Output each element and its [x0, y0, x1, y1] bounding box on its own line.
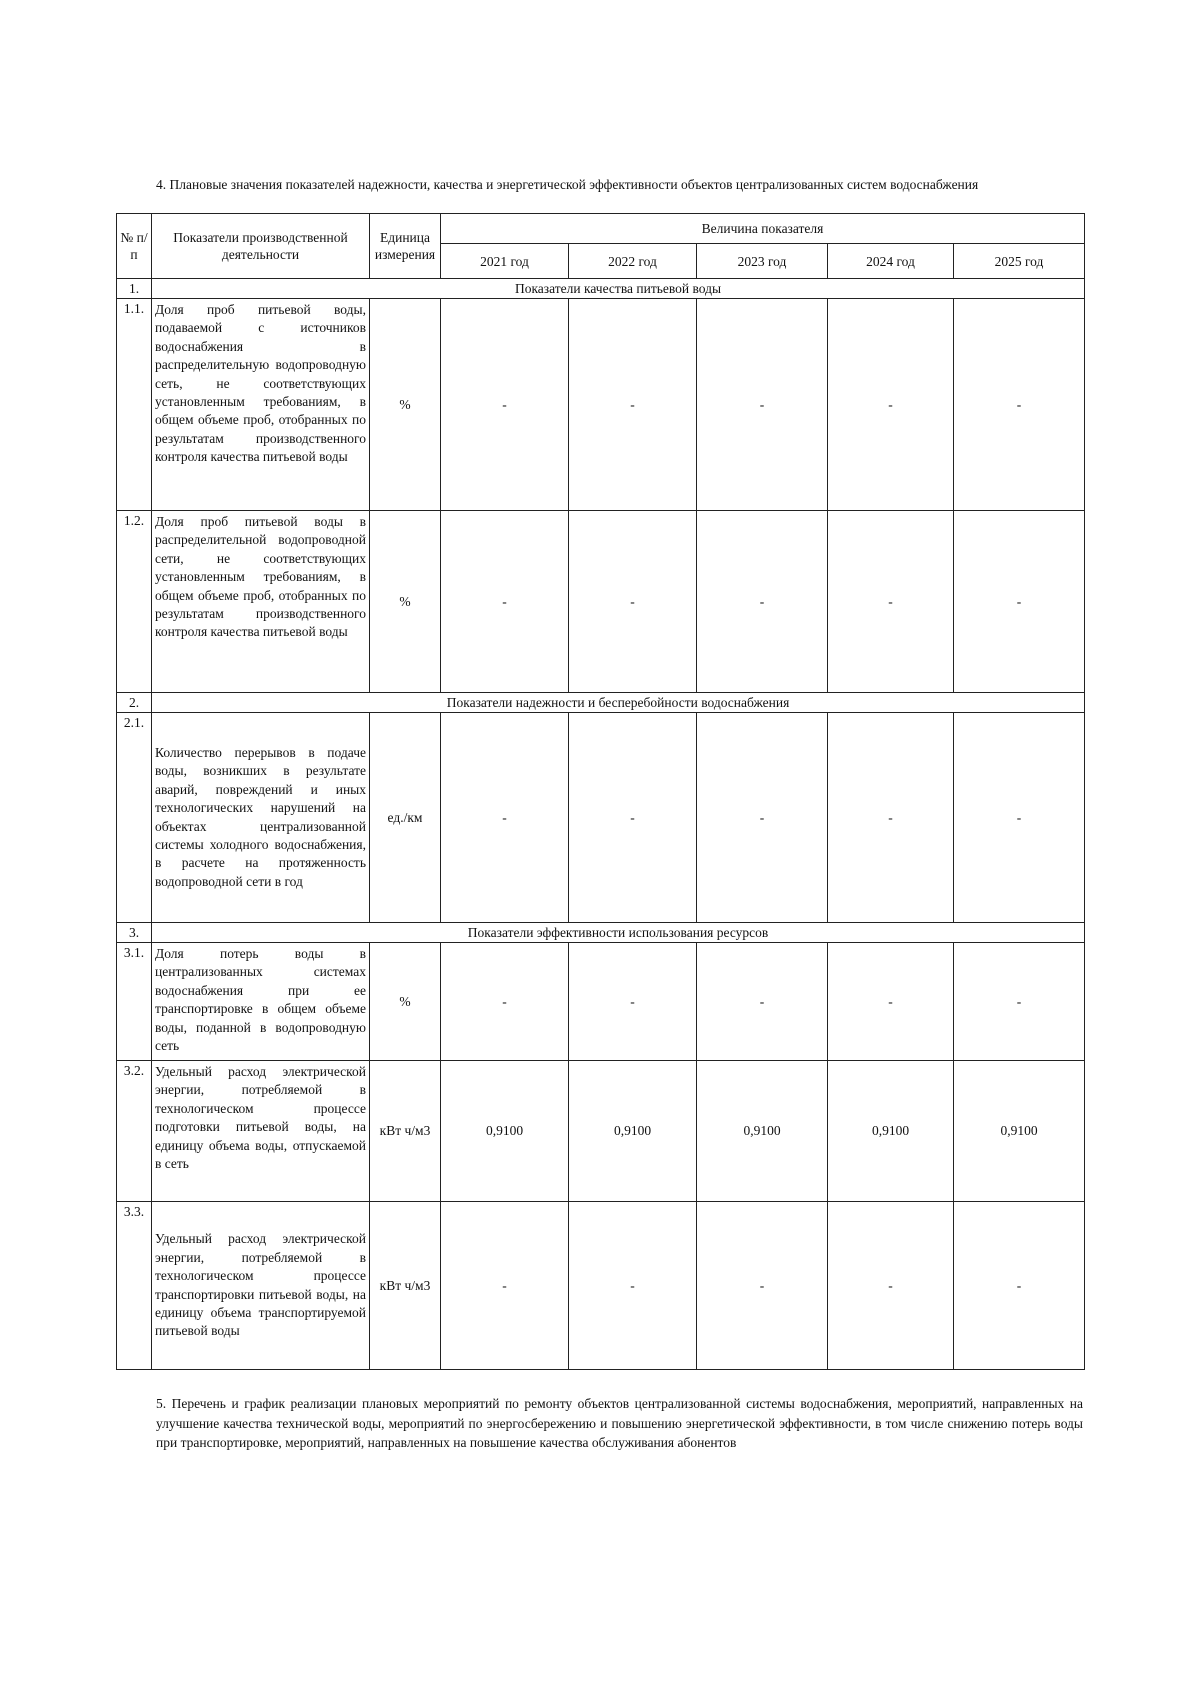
indicator-value: - — [441, 943, 569, 1061]
indicator-value: - — [441, 299, 569, 511]
indicator-value: - — [954, 511, 1085, 693]
indicator-value: - — [697, 943, 828, 1061]
indicator-value: - — [828, 943, 954, 1061]
indicator-value: 0,9100 — [828, 1061, 954, 1202]
indicator-description: Доля потерь воды в централизованных системах водоснабжения при ее транспортировке в общем объеме воды, поданной в водопроводную сеть — [152, 943, 370, 1061]
indicator-value: 0,9100 — [697, 1061, 828, 1202]
indicator-value: - — [697, 511, 828, 693]
indicator-value: - — [954, 713, 1085, 923]
section-title: Показатели надежности и бесперебойности водоснабжения — [152, 693, 1085, 713]
row-number: 3.3. — [117, 1202, 152, 1370]
row-number: 3.2. — [117, 1061, 152, 1202]
indicator-value: - — [569, 1202, 697, 1370]
indicator-value: - — [697, 299, 828, 511]
indicator-value: - — [569, 511, 697, 693]
indicator-unit: % — [370, 943, 441, 1061]
section-4-heading: 4. Плановые значения показателей надежности, качества и энергетической эффективности объектов централизованных систем водоснабжения — [156, 177, 979, 192]
section-number: 1. — [117, 279, 152, 299]
section-number: 2. — [117, 693, 152, 713]
indicator-value: - — [569, 299, 697, 511]
indicator-unit: % — [370, 511, 441, 693]
section-row — [117, 693, 1085, 713]
indicator-description: Доля проб питьевой воды в распределительной водопроводной сети, не соответствующих установленным требованиям, в общем объеме проб, отобранных по результатам производственного контроля качества питьевой воды — [152, 511, 370, 693]
table-row — [117, 713, 1085, 923]
indicator-value: - — [441, 713, 569, 923]
indicator-unit: кВт ч/м3 — [370, 1202, 441, 1370]
indicator-unit: % — [370, 299, 441, 511]
row-number: 3.1. — [117, 943, 152, 1061]
indicator-description: Удельный расход электрической энергии, потребляемой в технологическом процессе подготовки питьевой воды, на единицу объема воды, отпускаемой в сеть — [152, 1061, 370, 1202]
indicator-description: Удельный расход электрической энергии, потребляемой в технологическом процессе транспортировки питьевой воды, на единицу объема транспортируемой питьевой воды — [152, 1202, 370, 1370]
indicators-table — [116, 213, 1085, 1370]
indicator-value: - — [697, 713, 828, 923]
table-row — [117, 1061, 1085, 1202]
indicator-unit: кВт ч/м3 — [370, 1061, 441, 1202]
indicator-value: - — [828, 511, 954, 693]
indicator-description: Доля проб питьевой воды, подаваемой с источников водоснабжения в распределительную водопроводную сеть, не соответствующих установленным требованиям, в общем объеме проб, отобранных по результатам производственного контроля качества питьевой воды — [152, 299, 370, 511]
indicator-value: 0,9100 — [954, 1061, 1085, 1202]
section-number: 3. — [117, 923, 152, 943]
header-year: 2022 год — [569, 244, 697, 279]
indicator-value: - — [954, 299, 1085, 511]
indicator-value: - — [569, 713, 697, 923]
table-row — [117, 1202, 1085, 1370]
section-title: Показатели эффективности использования ресурсов — [152, 923, 1085, 943]
section-5-heading: 5. Перечень и график реализации плановых мероприятий по ремонту объектов централизованной системы водоснабжения, мероприятий, направленных на улучшение качества технической воды, мероприятий по энергосбережению и повышению энергетической эффективности, в том числе снижению потерь воды при транспортировке, мероприятий, направленных на повышение качества обслуживания абонентов — [156, 1396, 1083, 1450]
row-number: 1.1. — [117, 299, 152, 511]
header-year: 2025 год — [954, 244, 1085, 279]
indicator-value: - — [697, 1202, 828, 1370]
indicator-value: - — [954, 1202, 1085, 1370]
table-row — [117, 299, 1085, 511]
header-value-group: Величина показателя — [441, 214, 1085, 244]
indicator-value: - — [954, 943, 1085, 1061]
header-year: 2021 год — [441, 244, 569, 279]
indicator-value: 0,9100 — [441, 1061, 569, 1202]
table-row — [117, 943, 1085, 1061]
row-number: 2.1. — [117, 713, 152, 923]
section-row — [117, 923, 1085, 943]
indicator-value: 0,9100 — [569, 1061, 697, 1202]
section-row — [117, 279, 1085, 299]
indicator-value: - — [828, 1202, 954, 1370]
indicator-value: - — [569, 943, 697, 1061]
indicator-unit: ед./км — [370, 713, 441, 923]
indicator-value: - — [441, 511, 569, 693]
indicator-description: Количество перерывов в подаче воды, возникших в результате аварий, повреждений и иных технологических нарушений на объектах централизованной системы холодного водоснабжения, в расчете на протяженность водопроводной сети в год — [152, 713, 370, 923]
header-row-1 — [117, 214, 1085, 244]
header-unit: Единица измерения — [370, 214, 441, 279]
indicator-value: - — [828, 713, 954, 923]
header-year: 2024 год — [828, 244, 954, 279]
header-year: 2023 год — [697, 244, 828, 279]
indicator-value: - — [441, 1202, 569, 1370]
header-num: № п/п — [117, 214, 152, 279]
indicator-value: - — [828, 299, 954, 511]
row-number: 1.2. — [117, 511, 152, 693]
section-title: Показатели качества питьевой воды — [152, 279, 1085, 299]
header-indicator: Показатели производственной деятельности — [152, 214, 370, 279]
table-row — [117, 511, 1085, 693]
